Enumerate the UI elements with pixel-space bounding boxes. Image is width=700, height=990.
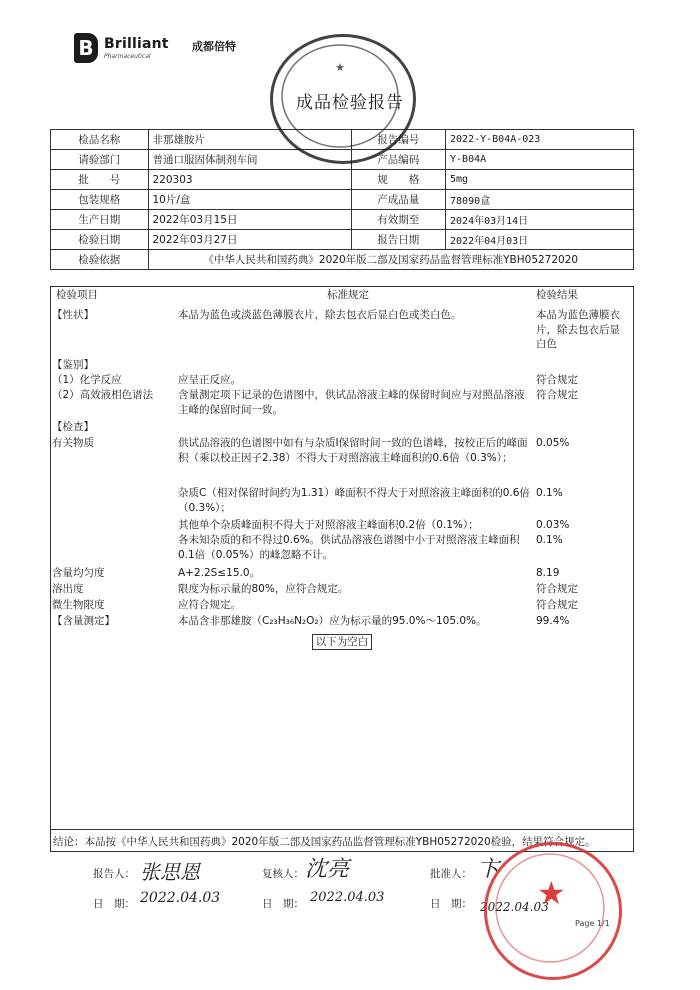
batch-label: 批 号 — [51, 170, 149, 190]
result-assay: 99.4% — [536, 615, 570, 627]
report-date-value: 2022年04月03日 — [446, 230, 634, 250]
std-hplc: 含量测定项下记录的色谱图中，供试品溶液主峰的保留时间应与对照品溶液主峰的保留时间一致。 — [178, 389, 525, 416]
report-no-label: 报告编号 — [351, 130, 445, 150]
header-row — [51, 190, 634, 210]
basis-value: 《中华人民共和国药典》2020年版二部及国家药品监督管理标准YBH05272020 — [148, 250, 634, 270]
item-chem: （1）化学反应 — [52, 374, 122, 386]
item-uniformity: 含量均匀度 — [52, 567, 105, 579]
header-row — [51, 170, 634, 190]
product-code-label: 产品编码 — [351, 150, 445, 170]
result-appearance: 本品为蓝色薄膜衣片，除去包衣后显白色 — [536, 309, 620, 350]
std-total-impurity: 各未知杂质的和不得过0.6%。供试品溶液色谱图中小于对照溶液主峰面积0.1倍（0.05%）的峰忽略不计。 — [178, 534, 520, 561]
report-title: 成品检验报告 — [296, 93, 404, 113]
production-date-label: 生产日期 — [51, 210, 149, 230]
product-code-value: Y-B04A — [446, 150, 634, 170]
quantity-label: 产成品量 — [351, 190, 445, 210]
product-name-label: 检品名称 — [51, 130, 149, 150]
date-3: 2022.04.03 — [480, 900, 549, 914]
svg-text:★: ★ — [335, 61, 345, 74]
item-appearance: 【性状】 — [52, 309, 94, 321]
date-1: 2022.04.03 — [140, 890, 221, 906]
batch-value: 220303 — [148, 170, 351, 190]
reporter-label: 报告人： — [93, 868, 135, 880]
result-impurity-i: 0.05% — [536, 437, 570, 449]
std-impurity-i: 供试品溶液的色谱图中如有与杂质I保留时间一致的色谱峰，按校正后的峰面积（乘以校正因子2.38）不得大于对照溶液主峰面积的0.6倍（0.3%）； — [178, 437, 528, 464]
date-label-2: 日 期： — [262, 898, 304, 910]
std-chem: 应呈正反应。 — [178, 374, 241, 386]
result-impurity-c: 0.1% — [536, 487, 563, 499]
test-date-label: 检验日期 — [51, 230, 149, 250]
result-uniformity: 8.19 — [536, 567, 560, 579]
result-hplc: 符合规定 — [536, 389, 578, 401]
result-microbial: 符合规定 — [536, 599, 578, 611]
std-single-impurity: 其他单个杂质峰面积不得大于对照溶液主峰面积0.2倍（0.1%）； — [178, 519, 479, 531]
department-value: 普通口服固体制剂车间 — [148, 150, 351, 170]
spec-label: 规 格 — [351, 170, 445, 190]
blank-below-note: 以下为空白 — [312, 634, 372, 650]
seal-star-icon: ★ — [537, 874, 566, 912]
production-date-value: 2022年03月15日 — [148, 210, 351, 230]
seal-ring-icon — [273, 37, 407, 155]
report-no-value: 2022-Y-B04A-023 — [446, 130, 634, 150]
item-dissolution: 溶出度 — [52, 583, 84, 595]
item-related-substances: 有关物质 — [52, 437, 94, 449]
product-name-value: 非那雄胺片 — [148, 130, 351, 150]
page-number: Page 1/1 — [575, 919, 610, 928]
header-row — [51, 210, 634, 230]
quality-seal-bottom — [484, 842, 622, 980]
expiry-value: 2024年03月14日 — [446, 210, 634, 230]
col-standard-header: 标准规定 — [327, 289, 369, 301]
result-total-impurity: 0.1% — [536, 534, 563, 546]
company-logo — [74, 33, 244, 65]
quantity-value: 78090盒 — [446, 190, 634, 210]
result-chem: 符合规定 — [536, 374, 578, 386]
approver-signature: 卞 — [477, 857, 500, 882]
result-single-impurity: 0.03% — [536, 519, 570, 531]
approver-label: 批准人： — [430, 868, 472, 880]
col-result-header: 检验结果 — [536, 289, 578, 301]
reporter-signature: 张思恩 — [140, 860, 200, 884]
std-impurity-c: 杂质C（相对保留时间约为1.31）峰面积不得大于对照溶液主峰面积的0.6倍（0.3%）； — [178, 487, 530, 514]
date-label-3: 日 期： — [430, 898, 472, 910]
date-label-1: 日 期： — [93, 898, 135, 910]
item-assay: 【含量测定】 — [52, 615, 115, 627]
package-label: 包装规格 — [51, 190, 149, 210]
header-row — [51, 230, 634, 250]
spec-value: 5mg — [446, 170, 634, 190]
basis-row — [51, 250, 634, 270]
reviewer-signature: 沈亮 — [305, 857, 350, 882]
item-microbial: 微生物限度 — [52, 599, 105, 611]
section-inspection: 【检查】 — [52, 421, 94, 433]
std-dissolution: 限度为标示量的80%，应符合规定。 — [178, 583, 349, 595]
section-identification: 【鉴别】 — [52, 359, 94, 371]
logo-name: Brilliant — [104, 36, 169, 52]
result-dissolution: 符合规定 — [536, 583, 578, 595]
col-item-header: 检验项目 — [56, 289, 98, 301]
reviewer-label: 复核人： — [262, 868, 304, 880]
std-uniformity: A+2.2S≤15.0。 — [178, 567, 261, 579]
std-appearance: 本品为蓝色或淡蓝色薄膜衣片，除去包衣后显白色或类白色。 — [178, 309, 462, 321]
std-assay: 本品含非那雄胺（C₂₃H₃₆N₂O₂）应为标示量的95.0%～105.0%。 — [178, 615, 487, 627]
quality-seal-top — [270, 34, 416, 164]
logo-mark: B — [74, 33, 98, 63]
package-value: 10片/盒 — [148, 190, 351, 210]
logo-tagline: Pharmaceutical — [104, 53, 151, 60]
test-date-value: 2022年03月27日 — [148, 230, 351, 250]
expiry-label: 有效期至 — [351, 210, 445, 230]
basis-label: 检验依据 — [51, 250, 149, 270]
department-label: 请验部门 — [51, 150, 149, 170]
date-2: 2022.04.03 — [310, 890, 385, 905]
std-microbial: 应符合规定。 — [178, 599, 241, 611]
logo-company-cn: 成都倍特 — [192, 40, 236, 53]
report-date-label: 报告日期 — [351, 230, 445, 250]
item-hplc: （2）高效液相色谱法 — [52, 389, 154, 401]
conclusion-text: 结论：本品按《中华人民共和国药典》2020年版二部及国家药品监督管理标准YBH05272020检验，结果符合规定。 — [53, 836, 596, 848]
